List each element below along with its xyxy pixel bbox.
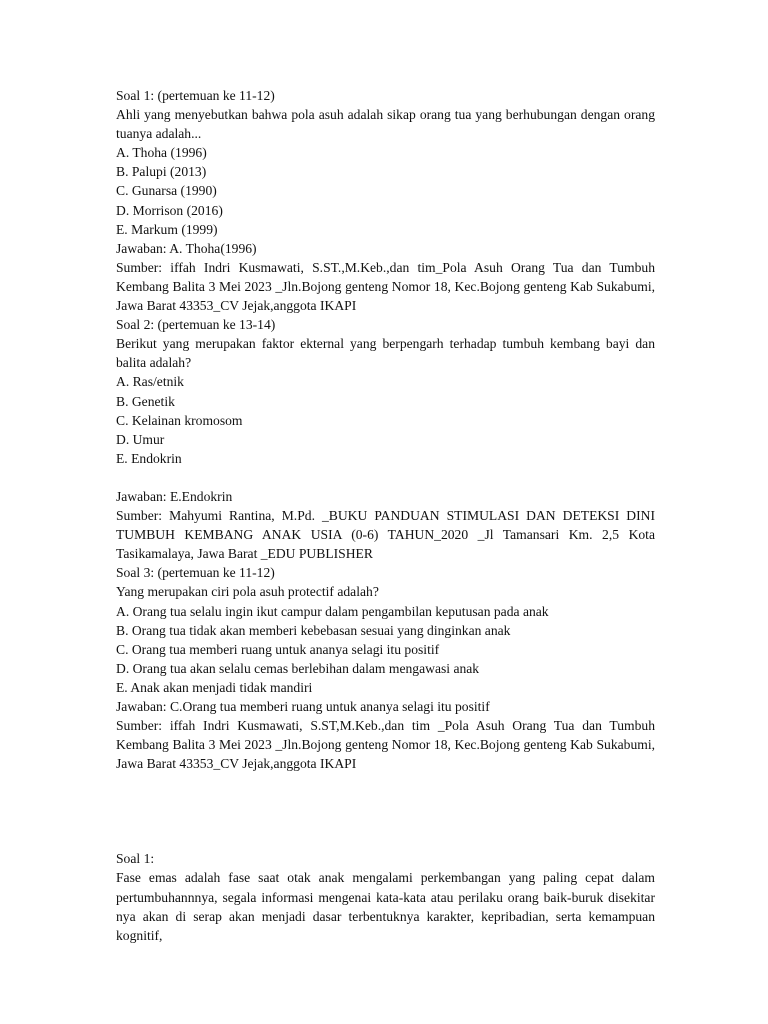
essay-1-text: Fase emas adalah fase saat otak anak mengalami perkembangan yang paling cepat dalam pertumbuhannnya, segala informasi mengenai kata-kata atau perilaku orang baik-buruk disekitar nya akan di serap akan menjadi dasar terbentuknya karakter, kepribadian, serta kemampuan kognitif, [116, 870, 655, 943]
essay-1-header: Soal 1: [116, 851, 155, 867]
spacer [116, 468, 655, 487]
question-3-option-e: E. Anak akan menjadi tidak mandiri [116, 679, 313, 695]
question-1-header: Soal 1: (pertemuan ke 11-12) [116, 88, 275, 103]
question-2-source: Sumber: Mahyumi Rantina, M.Pd. _BUKU PANDUAN STIMULASI DAN DETEKSI DINI TUMBUH KEMBANG ANAK USIA (0-6) TAHUN_2020 _Jl Tamansari Km. 2,5 Kota Tasikamalaya, Jawa Barat _EDU PUBLISHER [116, 508, 655, 562]
question-3-option-b: B. Orang tua tidak akan memberi kebebasan sesuai yang dinginkan anak [116, 622, 511, 638]
question-3-option-a: A. Orang tua selalu ingin ikut campur dalam pengambilan keputusan pada anak [116, 603, 549, 619]
question-1-text: Ahli yang menyebutkan bahwa pola asuh adalah sikap orang tua yang berhubungan dengan orang tuanya adalah... [116, 107, 655, 142]
question-1-option-a: A. Thoha (1996) [116, 145, 207, 161]
question-1-answer: Jawaban: A. Thoha(1996) [116, 240, 257, 256]
question-2-option-c: C. Kelainan kromosom [116, 412, 243, 428]
question-2-option-d: D. Umur [116, 431, 165, 447]
question-1-option-e: E. Markum (1999) [116, 221, 218, 237]
question-2-option-e: E. Endokrin [116, 450, 182, 466]
question-3-answer: Jawaban: C.Orang tua memberi ruang untuk ananya selagi itu positif [116, 699, 490, 714]
question-2-answer: Jawaban: E.Endokrin [116, 488, 233, 504]
section-gap [116, 773, 655, 849]
question-3-option-d: D. Orang tua akan selalu cemas berlebihan dalam mengawasi anak [116, 660, 480, 676]
question-1-source: Sumber: iffah Indri Kusmawati, S.ST.,M.Keb.,dan tim_Pola Asuh Orang Tua dan Tumbuh Kembang Balita 3 Mei 2023 _Jln.Bojong genteng Nomor 18, Kec.Bojong genteng Kab Sukabumi, Jawa Barat 43353_CV Jejak,anggota IKAPI [116, 259, 655, 314]
question-3-header: Soal 3: (pertemuan ke 11-12) [116, 565, 275, 581]
question-2-option-a: A. Ras/etnik [116, 374, 184, 390]
question-1-option-c: C. Gunarsa (1990) [116, 183, 217, 199]
document-page [116, 86, 655, 945]
question-3-text: Yang merupakan ciri pola asuh protectif adalah? [116, 584, 379, 600]
question-2-text: Berikut yang merupakan faktor ekternal yang berpengarh terhadap tumbuh kembang bayi dan balita adalah? [116, 336, 655, 371]
question-1-option-d: D. Morrison (2016) [116, 202, 223, 218]
question-1-option-b: B. Palupi (2013) [116, 164, 207, 180]
question-3-source: Sumber: iffah Indri Kusmawati, S.ST,M.Keb.,dan tim _Pola Asuh Orang Tua dan Tumbuh Kembang Balita 3 Mei 2023 _Jln.Bojong genteng Nomor 18, Kec.Bojong genteng Kab Sukabumi, Jawa Barat 43353_CV Jejak,anggota IKAPI [116, 718, 655, 772]
question-2-header: Soal 2: (pertemuan ke 13-14) [116, 317, 276, 333]
question-2-option-b: B. Genetik [116, 393, 175, 409]
question-3-option-c: C. Orang tua memberi ruang untuk ananya selagi itu positif [116, 641, 440, 657]
